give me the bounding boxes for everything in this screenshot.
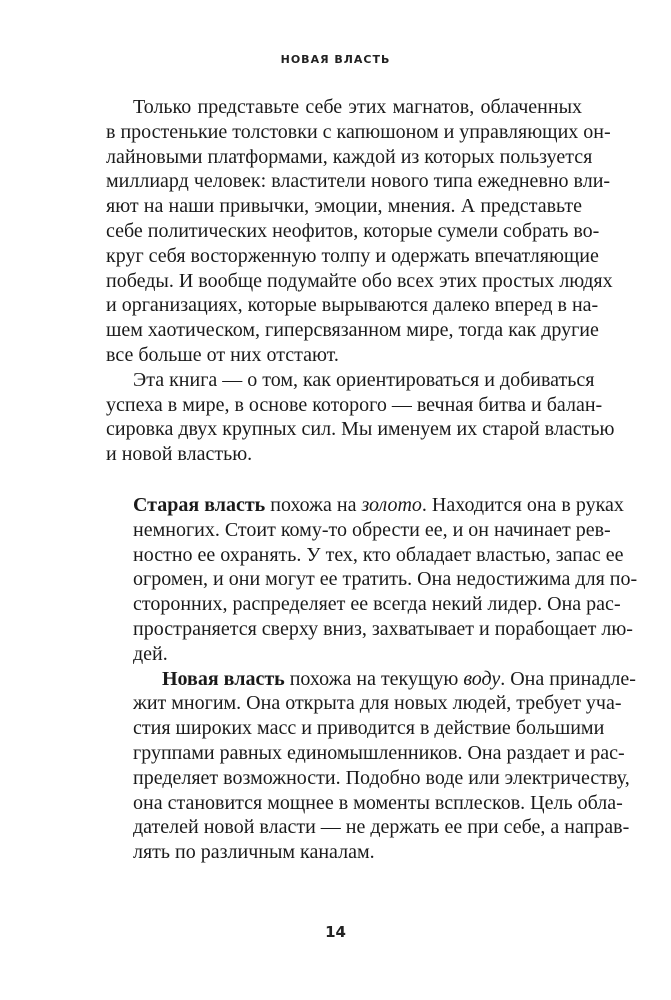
text-segment: Эта книга — о том, как ориентироваться и добиваться	[133, 368, 595, 391]
text-segment: лайновыми платформами, каждой из которых пользуется	[106, 145, 593, 168]
text-segment: пространяется сверху вниз, захватывает и порабощает лю-	[133, 617, 633, 640]
text-line	[133, 518, 611, 543]
text-line	[106, 244, 599, 269]
text-segment: круг себя восторженную толпу и одержать впечатляющие	[106, 244, 599, 267]
text-segment: похожа на текущую	[284, 667, 464, 690]
text-segment: лять по различным каналам.	[133, 841, 375, 864]
intro-text-block	[106, 95, 615, 467]
text-line	[133, 642, 582, 667]
text-line	[133, 567, 638, 592]
text-line	[133, 617, 633, 642]
text-segment: огромен, и они могут ее тратить. Она недостижима для по-	[133, 568, 638, 591]
italic-word: золото	[361, 494, 422, 516]
text-line	[106, 293, 599, 318]
text-segment: группами равных единомышленников. Она раздает и рас-	[133, 741, 625, 764]
bold-term: Новая власть	[162, 667, 285, 690]
text-segment: победы. И вообще подумайте обо всех этих простых людях	[106, 269, 613, 292]
text-segment: сторонних, распределяет ее всегда некий лидер. Она рас-	[133, 593, 621, 616]
text-line	[106, 95, 582, 120]
text-line	[133, 667, 636, 692]
text-segment: похожа на	[265, 494, 362, 516]
text-segment: жит многим. Она открыта для новых людей, требует уча-	[133, 692, 622, 715]
running-head: НОВАЯ ВЛАСТЬ	[280, 53, 391, 66]
text-line	[133, 592, 621, 617]
text-segment: дей.	[133, 642, 168, 665]
text-segment: все больше от них отстают.	[106, 343, 339, 366]
power-comparison-block	[133, 493, 638, 865]
text-segment: миллиард человек: властители нового типа ежедневно вли-	[106, 170, 611, 193]
text-line	[106, 368, 595, 393]
italic-word: воду	[463, 667, 501, 690]
text-line	[133, 815, 630, 840]
text-line	[106, 343, 582, 368]
text-segment: в простенькие толстовки с капюшоном и управляющих он-	[106, 120, 611, 143]
text-segment: пределяет возможности. Подобно воде или электричеству,	[133, 766, 630, 789]
text-segment: стия широких масс и приводится в действие большими	[133, 717, 605, 740]
text-segment: дателей новой власти — не держать ее при себе, а направ-	[133, 816, 630, 839]
text-line	[133, 766, 630, 791]
text-line	[133, 691, 622, 716]
text-segment: . Она принадле-	[500, 667, 636, 690]
text-segment: Только представьте себе этих магнатов, облаченных	[133, 96, 582, 118]
text-line	[133, 791, 623, 816]
text-segment: ностно ее охранять. У тех, кто обладает властью, запас ее	[133, 543, 624, 566]
text-line	[133, 543, 624, 568]
text-segment: сировка двух крупных сил. Мы именуем их старой властью	[106, 418, 615, 441]
text-line	[106, 393, 603, 418]
text-segment: яют на наши привычки, эмоции, мнения. А представьте	[106, 195, 582, 218]
text-segment: успеха в мире, в основе которого — вечная битва и балан-	[106, 393, 603, 416]
text-segment: и организациях, которые вырываются далеко вперед в на-	[106, 294, 599, 317]
text-segment: себе политических неофитов, которые сумели собрать во-	[106, 219, 600, 242]
text-line	[133, 716, 605, 741]
text-segment: она становится мощнее в моменты всплесков. Цель обла-	[133, 791, 623, 814]
text-line	[106, 318, 599, 343]
text-line	[106, 194, 582, 219]
text-line	[106, 145, 593, 170]
text-line	[133, 840, 582, 865]
text-line	[133, 741, 625, 766]
bold-term: Старая власть	[133, 494, 266, 516]
text-line	[106, 120, 611, 145]
text-line	[106, 219, 600, 244]
text-line	[106, 442, 582, 467]
text-line	[133, 493, 624, 518]
text-segment: шем хаотическом, гиперсвязанном мире, тогда как другие	[106, 319, 599, 342]
text-segment: и новой властью.	[106, 443, 253, 466]
text-line	[106, 417, 615, 442]
text-segment: . Находится она в руках	[421, 494, 624, 516]
text-line	[106, 269, 613, 294]
text-line	[106, 169, 611, 194]
page-number: 14	[325, 923, 346, 941]
text-segment: немногих. Стоит кому-то обрести ее, и он начинает рев-	[133, 518, 611, 541]
